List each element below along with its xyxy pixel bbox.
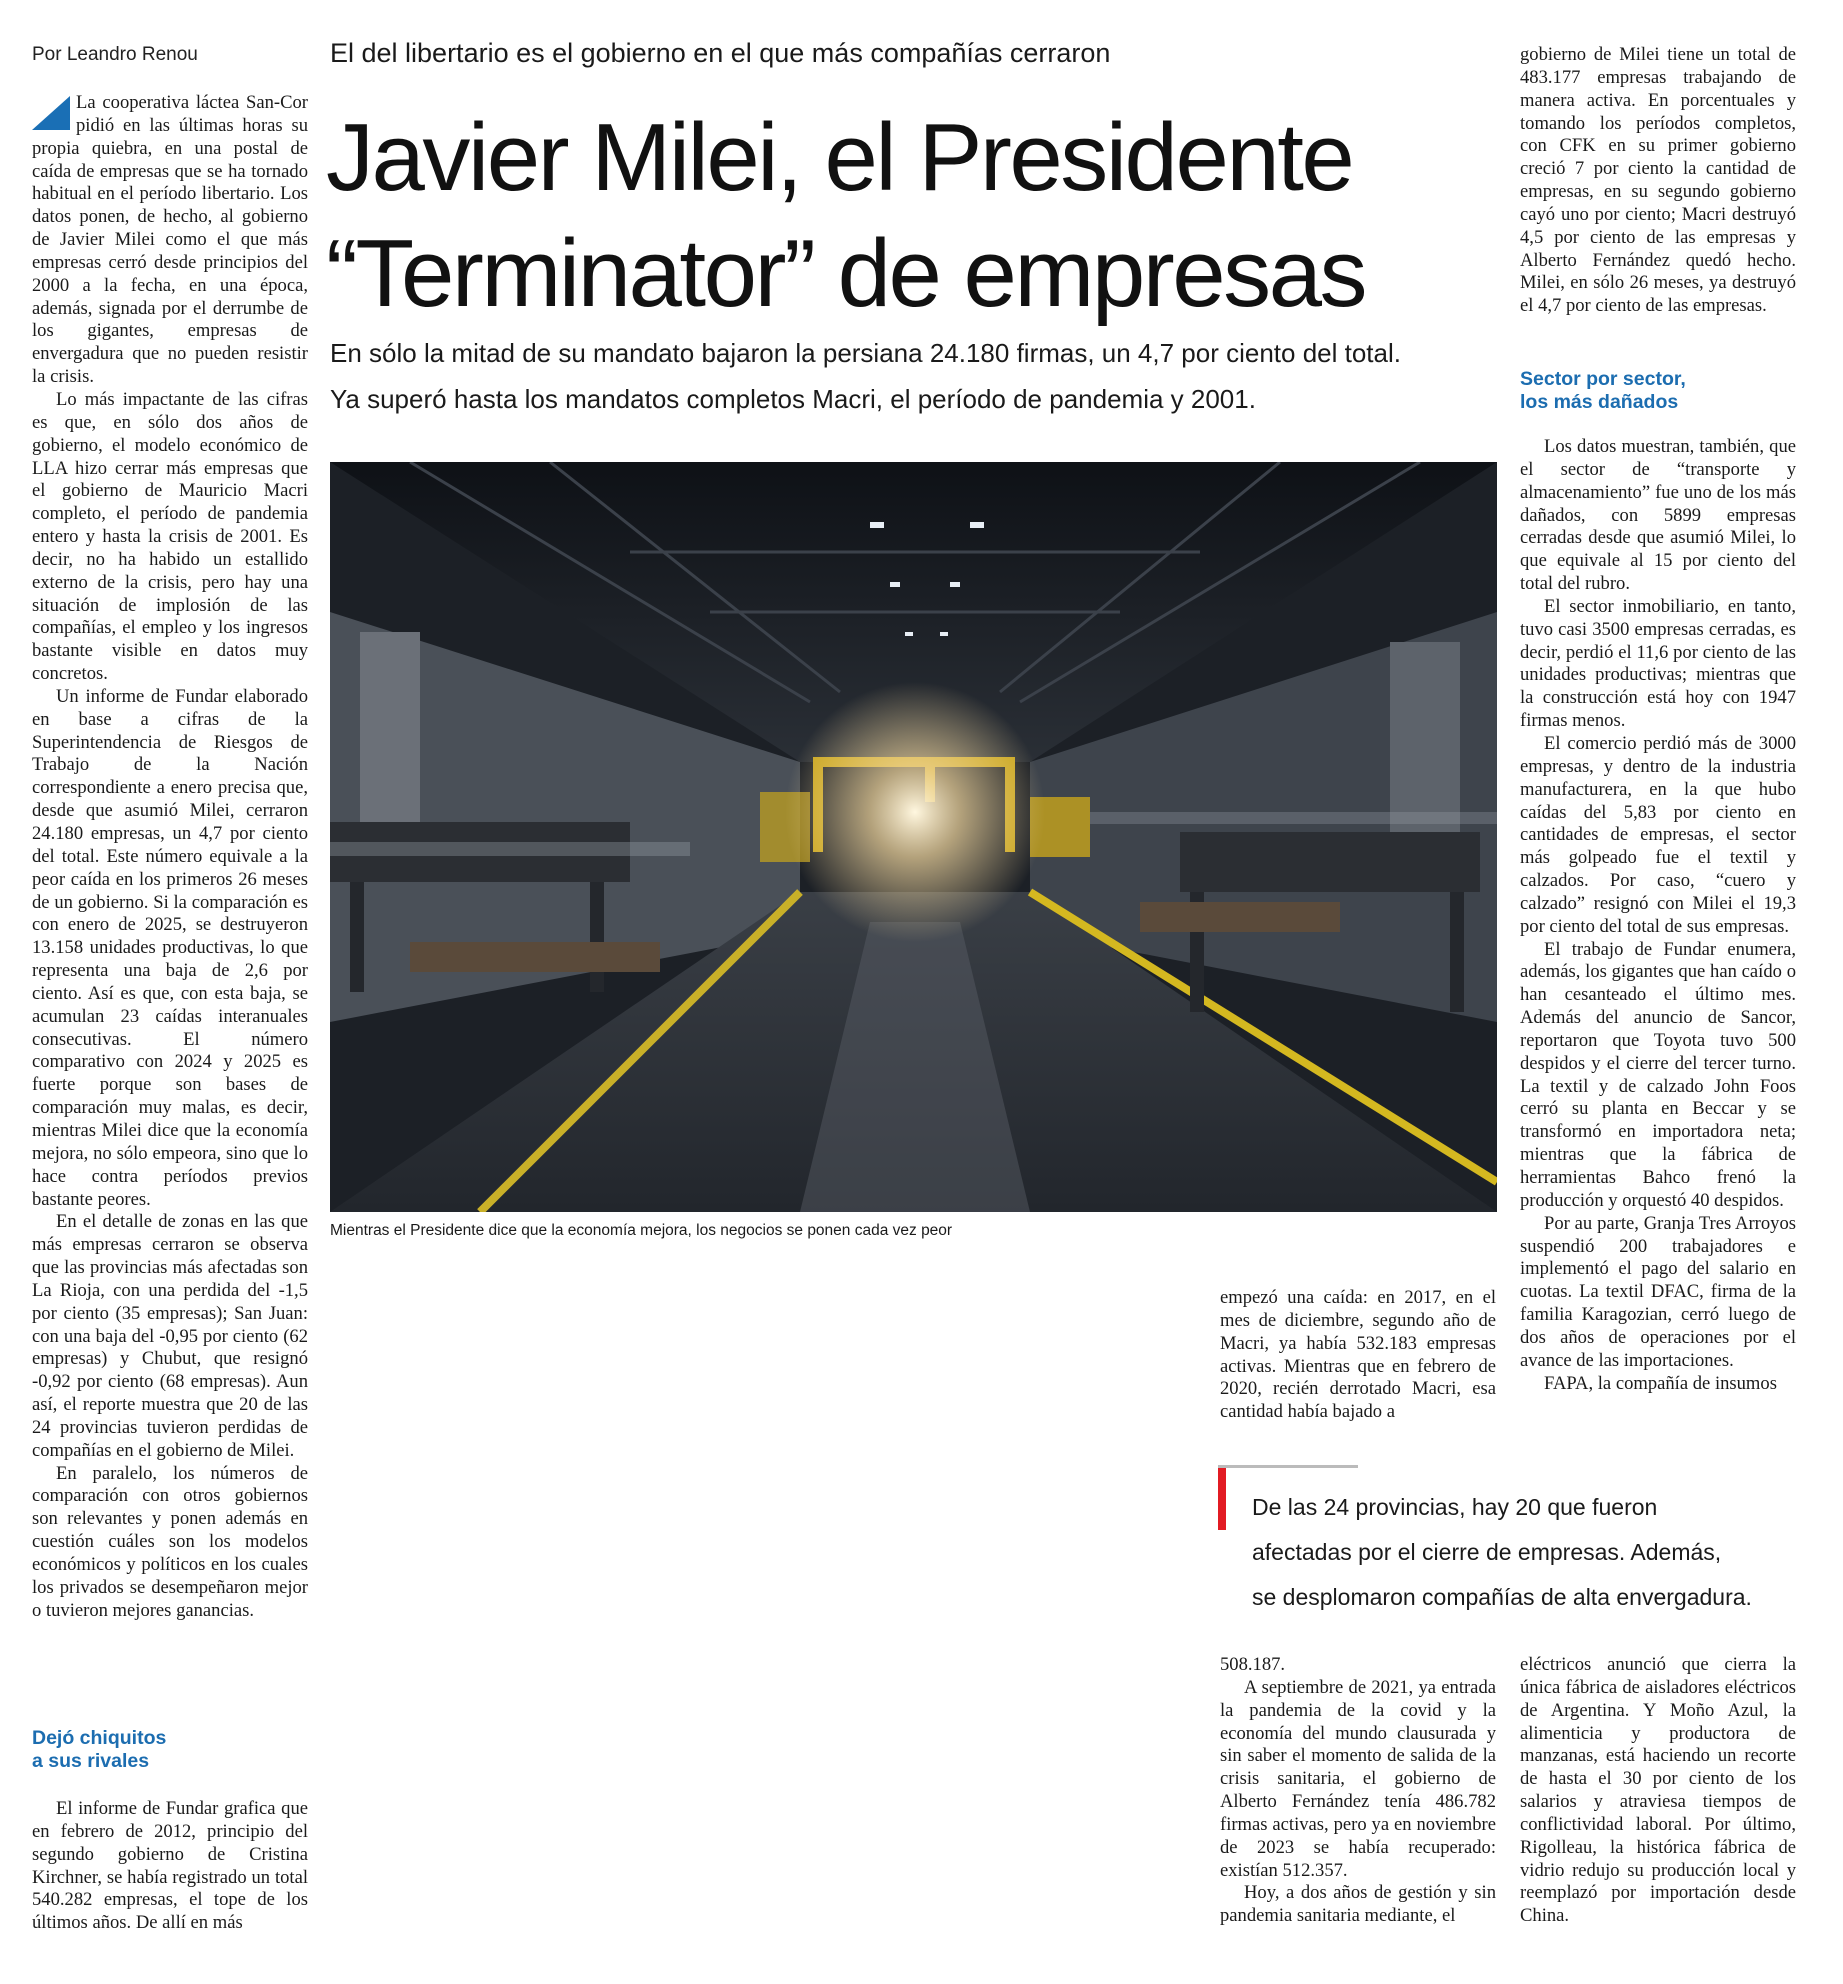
pullquote-line-1: De las 24 provincias, hay 20 que fueron: [1252, 1494, 1658, 1520]
col1-paragraph-2: Lo más impactante de las cifras es que, en sólo dos años de gobierno, el modelo económico de LLA hizo cerrar más empresas que el gobierno de Mauricio Macri completo, el período de pandemia entero y hasta la crisis de 2001. Es decir, no ha habido un estallido externo de la crisis, pero hay una situación de implosión de las compañías, el empleo y los ingresos bastante visible en datos muy concretos.: [32, 388, 308, 685]
column-mid-lower: [1220, 1654, 1496, 1928]
col1-subhead: [32, 1727, 166, 1773]
column-right-middle: [1520, 436, 1796, 1395]
colR-subhead-line-2: los más dañados: [1520, 391, 1679, 413]
pullquote-line-3: se desplomaron compañías de alta envergadura.: [1252, 1584, 1752, 1610]
col1-paragraph-3: Un informe de Fundar elaborado en base a cifras de la Superintendencia de Riesgos de Trabajo de la Nación correspondiente a enero precisa que, desde que asumió Milei, cerraron 24.180 empresas, un 4,7 por ciento del total. Este número equivale a la peor caída en los primeros 26 meses de un gobierno. Si la comparación es con enero de 2025, se destruyeron 13.158 unidades productivas, lo que representa una baja de 2,6 por ciento. Así es que, con esta baja, se acumulan 23 caídas interanuales consecutivas. El número comparativo con 2024 y 2025 es fuerte porque son bases de comparación muy malas, es decir, mientras Milei dice que la economía mejora, no sólo empeora, sino que lo hace contra períodos previos bastante peores.: [32, 685, 308, 1210]
pullquote-bar: [1218, 1468, 1226, 1530]
col1-paragraph-4: En el detalle de zonas en las que más empresas cerraron se observa que las provincias más afectadas son La Rioja, con una perdida del -1,5 por ciento (35 empresas); San Juan: con una baja del -0,95 por ciento (62 empresas) y Chubut, que resignó -0,92 por ciento (68 empresas). Aun así, el reporte muestra que 20 de las 24 provincias tuvieron perdidas de compañías en el gobierno de Milei.: [32, 1211, 308, 1461]
colR-paragraph-7: FAPA, la compañía de insumos: [1544, 1372, 1777, 1394]
headline-line-1: Javier Milei, el Presidente: [326, 104, 1353, 211]
deck-line-2: Ya superó hasta los mandatos completos Macri, el período de pandemia y 2001.: [330, 384, 1256, 414]
headline: [326, 100, 1526, 332]
pullquote-line-2: afectadas por el cierre de empresas. Además,: [1252, 1539, 1722, 1565]
colR-paragraph-2: Los datos muestran, también, que el sector de “transporte y almacenamiento” fue uno de los más dañados, con 5899 empresas cerradas desde que asumió Milei, lo que equivale al 15 por ciento del total del rubro.: [1520, 436, 1796, 595]
colR-paragraph-5: El trabajo de Fundar enumera, además, los gigantes que han caído o han cesanteado el último mes. Además del anuncio de Sancor, reportaron que Toyota tuvo 500 despidos y el cierre del tercer turno. La textil y de calzado John Foos cerró su planta en Beccar y se transformó en importadora neta; mientras que la fábrica de herramientas Bahco frenó la producción y orquestó 40 despidos.: [1520, 938, 1796, 1211]
column-right-lower: [1520, 1654, 1796, 1928]
column-right-top: [1520, 44, 1796, 318]
photo-caption: Mientras el Presidente dice que la economía mejora, los negocios se ponen cada vez peor: [330, 1222, 953, 1239]
colR-paragraph-3: El sector inmobiliario, en tanto, tuvo casi 3500 empresas cerradas, es decir, perdió el 11,6 por ciento de las unidades productivas; mientras que la construcción está hoy con 1947 firmas menos.: [1520, 595, 1796, 732]
column-left: [32, 92, 308, 1623]
factory-illustration: [330, 462, 1497, 1212]
col1-subhead-line-2: a sus rivales: [32, 1750, 150, 1772]
col1-paragraph-1: La cooperativa láctea San-Cor pidió en las últimas horas su propia quiebra, en una postal de caída de empresas que se ha tornado habitual en el período libertario. Los datos ponen, de hecho, al gobierno de Javier Milei como el que más empresas cerró desde principios del 2000 a la fecha, en una época, además, signada por el derrumbe de los gigantes, empresas de envergadura que no pueden resistir la crisis.: [32, 92, 308, 388]
col1-paragraph-6: El informe de Fundar grafica que en febrero de 2012, principio del segundo gobierno de Cristina Kirchner, se había registrado un total 540.282 empresas, el tope de los últimos años. De allí en más: [32, 1798, 308, 1934]
headline-line-2: “Terminator” de empresas: [326, 220, 1366, 327]
factory-photo: [330, 462, 1497, 1212]
colM-paragraph-4: Hoy, a dos años de gestión y sin pandemia sanitaria mediante, el: [1220, 1882, 1496, 1927]
colR-paragraph-1: gobierno de Milei tiene un total de 483.177 empresas trabajando de manera activa. En porcentuales y tomando los períodos completos, con CFK en su primer gobierno creció 7 por ciento la cantidad de empresas, en su segundo gobierno cayó uno por ciento; Macri destruyó 4,5 por ciento de las empresas y Alberto Fernández quedó hecho. Milei, en sólo 26 meses, ya destruyó el 4,7 por ciento de las empresas.: [1520, 44, 1796, 317]
colR-paragraph-6: Por au parte, Granja Tres Arroyos suspendió 200 trabajadores e implementó el pago del salario en cuotas. La textil DFAC, firma de la familia Karagozian, cerró luego de dos años de operaciones por el avance de las importaciones.: [1520, 1212, 1796, 1371]
colR-paragraph-4: El comercio perdió más de 3000 empresas, y dentro de la industria manufacturera, en la que hubo caídas del 5,83 por ciento en cantidades de empresas, el sector más golpeado fue el textil y calzados. Por caso, “cuero y calzado” resignó con Milei el 19,3 por ciento del total de sus empresas.: [1520, 732, 1796, 937]
colR-paragraph-8: eléctricos anunció que cierra la única fábrica de aisladores eléctricos de Argentina. Y Moño Azul, la alimenticia y productora de manzanas, está haciendo un recorte de hasta el 30 por ciento de los salarios y atraviesa tiempos de conflictividad laboral. Por último, Rigolleau, la histórica fábrica de vidrio redujo su producción local y reemplazó por importación desde China.: [1520, 1654, 1796, 1927]
colM-paragraph-2: 508.187.: [1220, 1654, 1286, 1675]
colM-paragraph-1: empezó una caída: en 2017, en el mes de diciembre, segundo año de Macri, ya había 532.183 empresas activas. Mientras que en febrero de 2020, recién derrotado Macri, esa cantidad había bajado a: [1220, 1287, 1496, 1423]
pullquote-rule: [1218, 1465, 1358, 1468]
col1-subhead-line-1: Dejó chiquitos: [32, 1727, 167, 1749]
pullquote: [1252, 1485, 1772, 1620]
column-mid-upper: [1220, 1287, 1496, 1424]
colR-subhead: [1520, 368, 1686, 414]
col1-paragraph-5: En paralelo, los números de comparación con otros gobiernos son relevantes y ponen además en cuestión cuáles son los modelos económicos y políticos en los cuales los privados se desempeñaron mejor o tuvieron mejores ganancias.: [32, 1462, 308, 1621]
kicker: El del libertario es el gobierno en el que más compañías cerraron: [330, 38, 1111, 68]
colM-paragraph-3: A septiembre de 2021, ya entrada la pandemia de la covid y la economía del mundo clausurada y sin saber el momento de salida de la crisis sanitaria, el gobierno de Alberto Fernández tenía 486.782 firmas activas, pero ya en noviembre de 2023 se había recuperado: existían 512.357.: [1220, 1676, 1496, 1881]
column-left-bottom: [32, 1798, 308, 1935]
byline: Por Leandro Renou: [32, 44, 198, 65]
deck-line-1: En sólo la mitad de su mandato bajaron la persiana 24.180 firmas, un 4,7 por ciento del total.: [330, 338, 1401, 368]
colR-subhead-line-1: Sector por sector,: [1520, 368, 1686, 390]
dropcap-triangle-icon: [32, 96, 70, 130]
